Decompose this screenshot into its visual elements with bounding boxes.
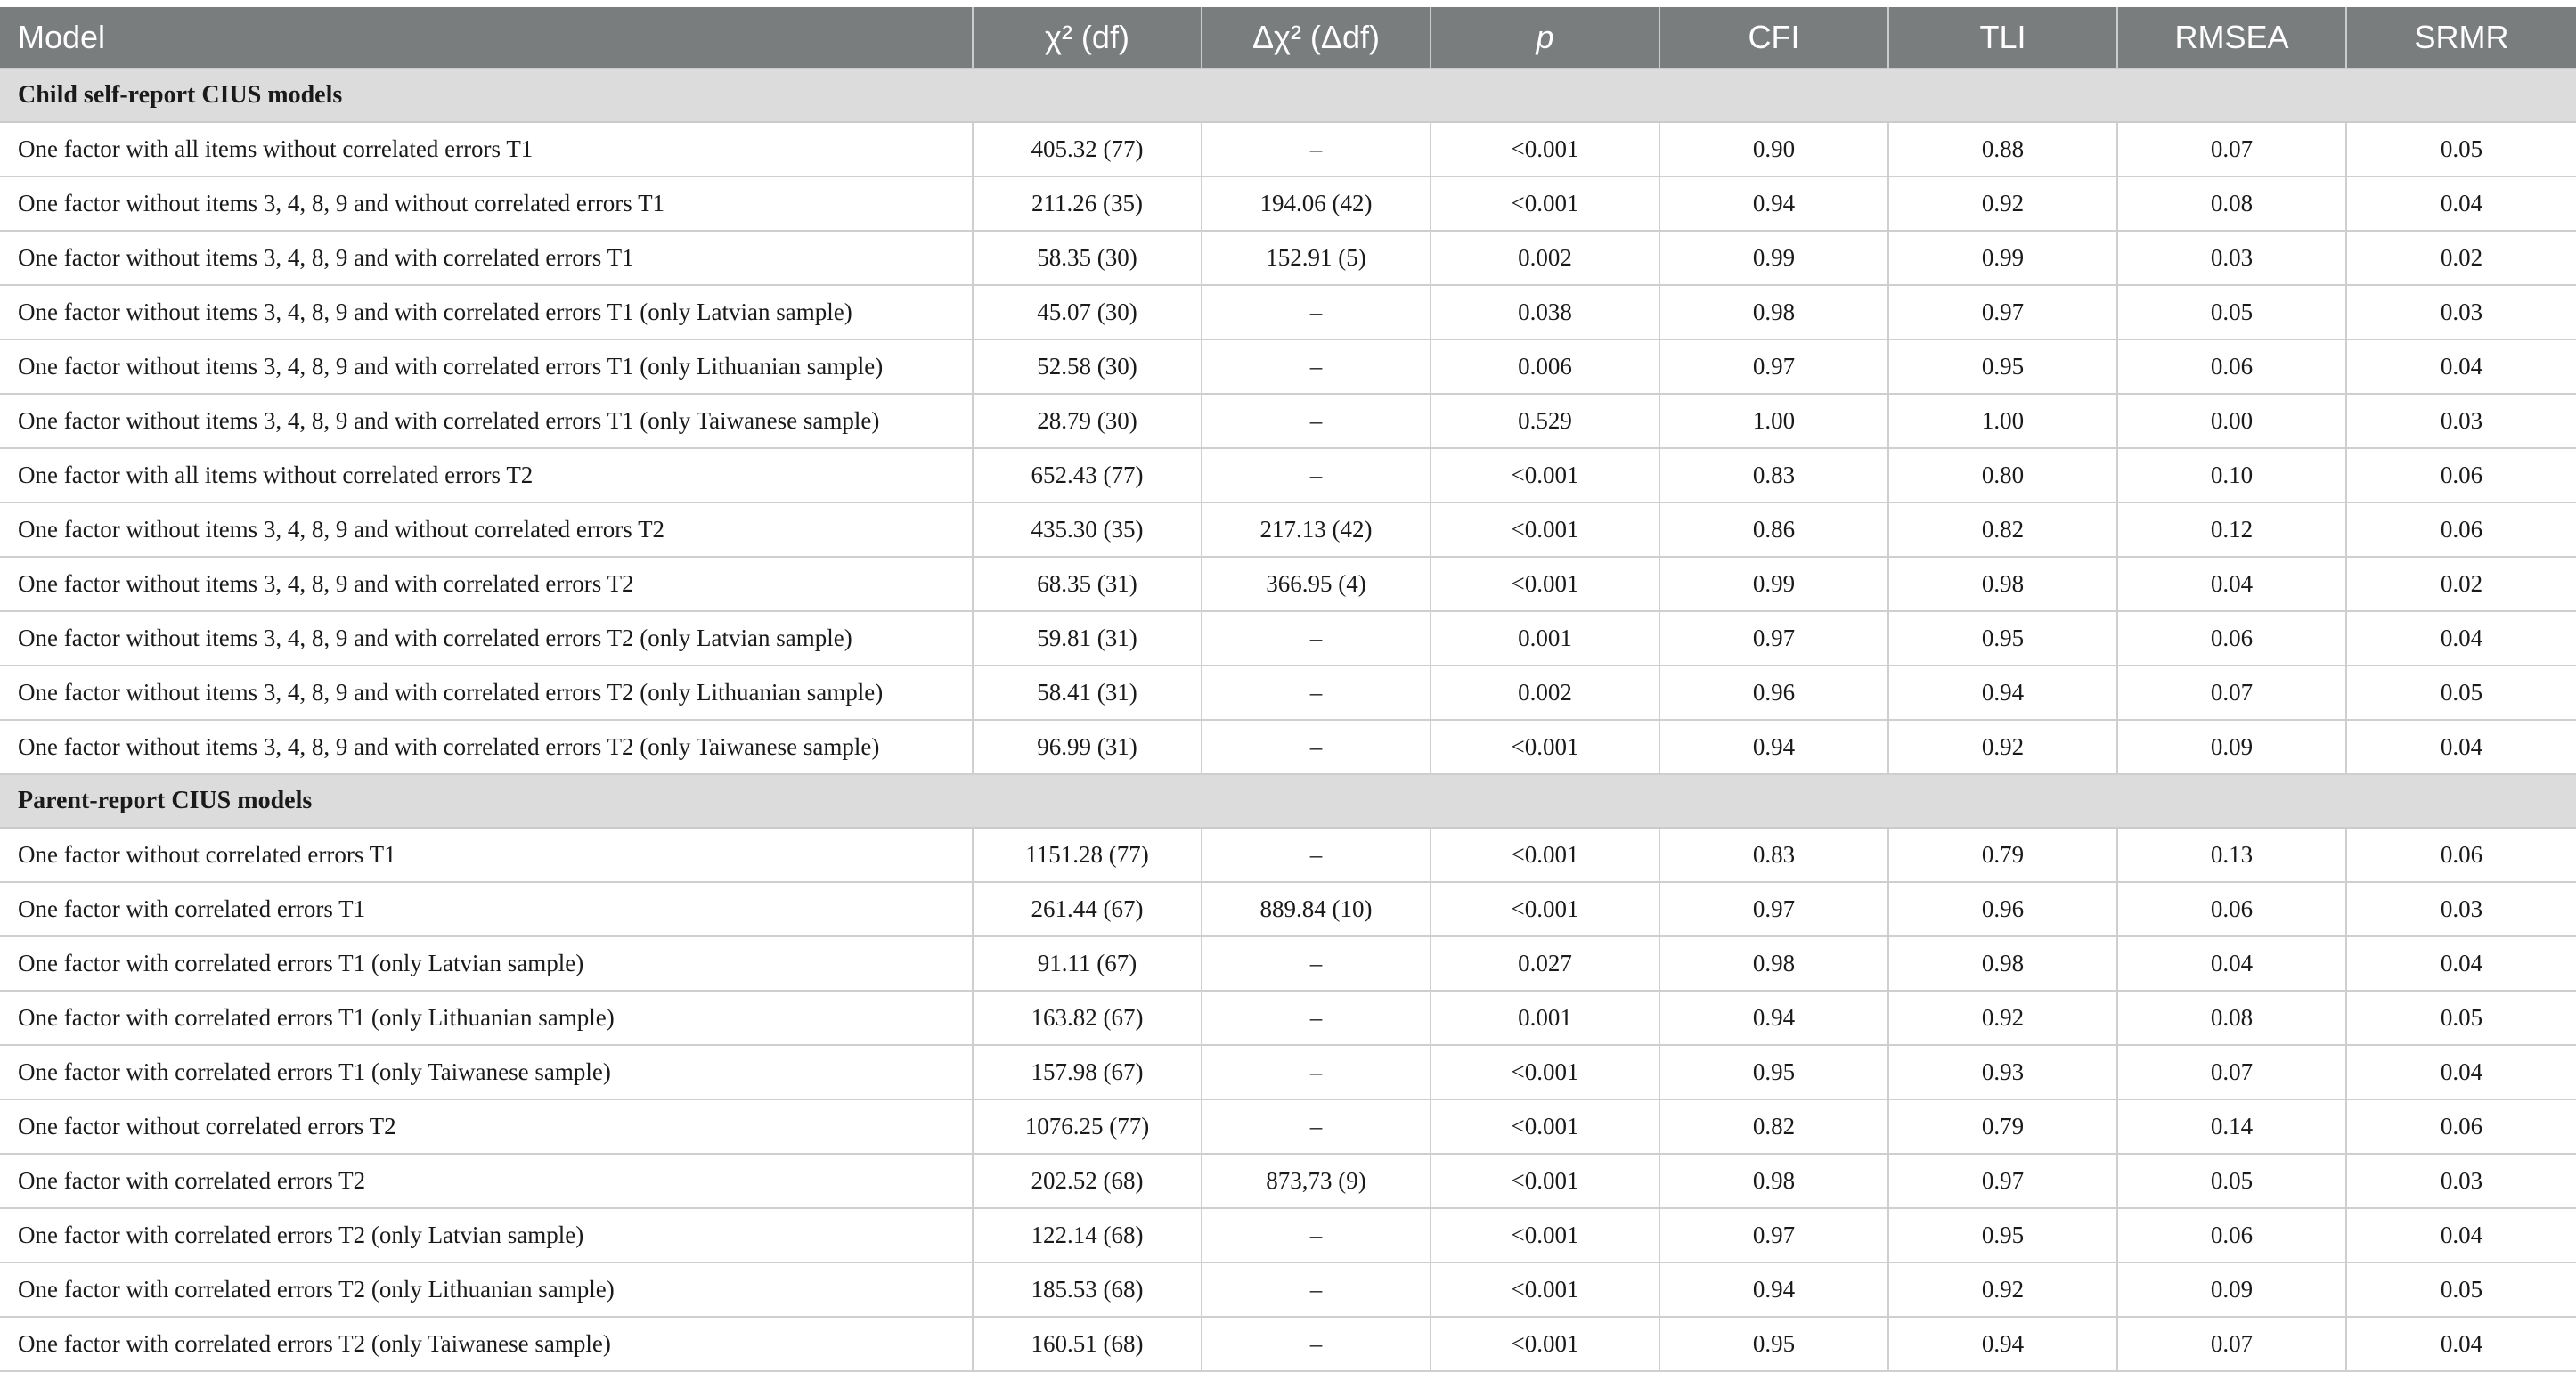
p-value-cell: 0.529 bbox=[1431, 394, 1659, 448]
srmr-cell: 0.04 bbox=[2346, 611, 2576, 666]
cfi-cell: 0.94 bbox=[1659, 720, 1888, 774]
srmr-cell: 0.06 bbox=[2346, 502, 2576, 557]
srmr-cell: 0.05 bbox=[2346, 666, 2576, 720]
table-body bbox=[0, 69, 2576, 1371]
table-row bbox=[0, 1099, 2576, 1154]
cfi-cell: 0.98 bbox=[1659, 285, 1888, 339]
model-name-cell: One factor without items 3, 4, 8, 9 and with correlated errors T2 (only Taiwanese sample) bbox=[0, 720, 973, 774]
cfi-cell: 0.94 bbox=[1659, 1262, 1888, 1317]
rmsea-cell: 0.13 bbox=[2117, 828, 2346, 882]
delta-chi-square-cell: – bbox=[1202, 394, 1431, 448]
cfi-cell: 0.95 bbox=[1659, 1317, 1888, 1371]
table-row bbox=[0, 122, 2576, 176]
cfi-cell: 0.97 bbox=[1659, 1208, 1888, 1262]
chi-square-cell: 185.53 (68) bbox=[973, 1262, 1202, 1317]
srmr-cell: 0.02 bbox=[2346, 231, 2576, 285]
model-name-cell: One factor with correlated errors T1 (only Lithuanian sample) bbox=[0, 991, 973, 1045]
delta-chi-square-cell: – bbox=[1202, 285, 1431, 339]
delta-chi-square-cell: 366.95 (4) bbox=[1202, 557, 1431, 611]
cfi-cell: 0.94 bbox=[1659, 176, 1888, 231]
srmr-cell: 0.04 bbox=[2346, 936, 2576, 991]
cfi-cell: 0.82 bbox=[1659, 1099, 1888, 1154]
chi-square-cell: 91.11 (67) bbox=[973, 936, 1202, 991]
cfi-cell: 0.96 bbox=[1659, 666, 1888, 720]
cfi-cell: 0.97 bbox=[1659, 339, 1888, 394]
model-name-cell: One factor without items 3, 4, 8, 9 and with correlated errors T1 (only Latvian sample) bbox=[0, 285, 973, 339]
table-row bbox=[0, 611, 2576, 666]
tli-cell: 0.98 bbox=[1888, 557, 2117, 611]
delta-chi-square-cell: – bbox=[1202, 666, 1431, 720]
p-value-cell: <0.001 bbox=[1431, 1154, 1659, 1208]
srmr-cell: 0.05 bbox=[2346, 1262, 2576, 1317]
model-name-cell: One factor with correlated errors T2 (only Lithuanian sample) bbox=[0, 1262, 973, 1317]
model-name-cell: One factor without items 3, 4, 8, 9 and with correlated errors T2 bbox=[0, 557, 973, 611]
chi-square-cell: 405.32 (77) bbox=[973, 122, 1202, 176]
cfi-cell: 0.86 bbox=[1659, 502, 1888, 557]
chi-square-cell: 652.43 (77) bbox=[973, 448, 1202, 502]
table-row bbox=[0, 828, 2576, 882]
p-value-cell: <0.001 bbox=[1431, 502, 1659, 557]
rmsea-cell: 0.08 bbox=[2117, 176, 2346, 231]
table-row bbox=[0, 502, 2576, 557]
p-value-cell: <0.001 bbox=[1431, 828, 1659, 882]
tli-cell: 0.97 bbox=[1888, 285, 2117, 339]
model-name-cell: One factor without items 3, 4, 8, 9 and with correlated errors T2 (only Lithuanian sample) bbox=[0, 666, 973, 720]
srmr-cell: 0.05 bbox=[2346, 122, 2576, 176]
table-row bbox=[0, 720, 2576, 774]
chi-square-cell: 59.81 (31) bbox=[973, 611, 1202, 666]
rmsea-cell: 0.14 bbox=[2117, 1099, 2346, 1154]
table-row bbox=[0, 176, 2576, 231]
rmsea-cell: 0.06 bbox=[2117, 1208, 2346, 1262]
header-chi-square: χ² (df) bbox=[973, 7, 1202, 69]
delta-chi-square-cell: – bbox=[1202, 339, 1431, 394]
model-name-cell: One factor without items 3, 4, 8, 9 and without correlated errors T2 bbox=[0, 502, 973, 557]
header-rmsea: RMSEA bbox=[2117, 7, 2346, 69]
chi-square-cell: 1151.28 (77) bbox=[973, 828, 1202, 882]
chi-square-cell: 435.30 (35) bbox=[973, 502, 1202, 557]
cfi-cell: 0.98 bbox=[1659, 1154, 1888, 1208]
delta-chi-square-cell: – bbox=[1202, 1099, 1431, 1154]
chi-square-cell: 122.14 (68) bbox=[973, 1208, 1202, 1262]
delta-chi-square-cell: – bbox=[1202, 1208, 1431, 1262]
chi-square-cell: 58.41 (31) bbox=[973, 666, 1202, 720]
rmsea-cell: 0.00 bbox=[2117, 394, 2346, 448]
table-header bbox=[0, 7, 2576, 69]
model-name-cell: One factor without items 3, 4, 8, 9 and with correlated errors T1 bbox=[0, 231, 973, 285]
table-row bbox=[0, 991, 2576, 1045]
header-cfi: CFI bbox=[1659, 7, 1888, 69]
srmr-cell: 0.04 bbox=[2346, 1045, 2576, 1099]
tli-cell: 0.92 bbox=[1888, 720, 2117, 774]
cfi-cell: 0.97 bbox=[1659, 611, 1888, 666]
model-name-cell: One factor without correlated errors T2 bbox=[0, 1099, 973, 1154]
p-value-cell: 0.027 bbox=[1431, 936, 1659, 991]
tli-cell: 0.92 bbox=[1888, 1262, 2117, 1317]
p-value-cell: 0.001 bbox=[1431, 991, 1659, 1045]
srmr-cell: 0.03 bbox=[2346, 1154, 2576, 1208]
delta-chi-square-cell: – bbox=[1202, 1262, 1431, 1317]
section-header-row bbox=[0, 69, 2576, 122]
table-row bbox=[0, 882, 2576, 936]
table-row bbox=[0, 339, 2576, 394]
cfi-cell: 1.00 bbox=[1659, 394, 1888, 448]
model-name-cell: One factor with correlated errors T1 bbox=[0, 882, 973, 936]
rmsea-cell: 0.07 bbox=[2117, 1045, 2346, 1099]
rmsea-cell: 0.09 bbox=[2117, 1262, 2346, 1317]
delta-chi-square-cell: 217.13 (42) bbox=[1202, 502, 1431, 557]
header-srmr: SRMR bbox=[2346, 7, 2576, 69]
rmsea-cell: 0.06 bbox=[2117, 882, 2346, 936]
rmsea-cell: 0.09 bbox=[2117, 720, 2346, 774]
model-name-cell: One factor with correlated errors T2 (only Taiwanese sample) bbox=[0, 1317, 973, 1371]
p-value-cell: <0.001 bbox=[1431, 882, 1659, 936]
tli-cell: 0.97 bbox=[1888, 1154, 2117, 1208]
rmsea-cell: 0.06 bbox=[2117, 339, 2346, 394]
tli-cell: 0.92 bbox=[1888, 176, 2117, 231]
delta-chi-square-cell: – bbox=[1202, 122, 1431, 176]
rmsea-cell: 0.07 bbox=[2117, 122, 2346, 176]
header-model: Model bbox=[0, 7, 973, 69]
model-name-cell: One factor without items 3, 4, 8, 9 and with correlated errors T1 (only Lithuanian sample) bbox=[0, 339, 973, 394]
model-name-cell: One factor without items 3, 4, 8, 9 and with correlated errors T2 (only Latvian sample) bbox=[0, 611, 973, 666]
tli-cell: 0.93 bbox=[1888, 1045, 2117, 1099]
tli-cell: 0.79 bbox=[1888, 1099, 2117, 1154]
delta-chi-square-cell: – bbox=[1202, 991, 1431, 1045]
p-value-cell: <0.001 bbox=[1431, 1099, 1659, 1154]
delta-chi-square-cell: – bbox=[1202, 720, 1431, 774]
delta-chi-square-cell: 152.91 (5) bbox=[1202, 231, 1431, 285]
delta-chi-square-cell: – bbox=[1202, 611, 1431, 666]
table-row bbox=[0, 231, 2576, 285]
srmr-cell: 0.04 bbox=[2346, 1317, 2576, 1371]
p-value-cell: <0.001 bbox=[1431, 1262, 1659, 1317]
rmsea-cell: 0.04 bbox=[2117, 936, 2346, 991]
cfi-cell: 0.95 bbox=[1659, 1045, 1888, 1099]
cfi-cell: 0.99 bbox=[1659, 557, 1888, 611]
chi-square-cell: 96.99 (31) bbox=[973, 720, 1202, 774]
model-name-cell: One factor with all items without correlated errors T1 bbox=[0, 122, 973, 176]
srmr-cell: 0.03 bbox=[2346, 882, 2576, 936]
p-value-cell: 0.038 bbox=[1431, 285, 1659, 339]
tli-cell: 0.99 bbox=[1888, 231, 2117, 285]
table-row bbox=[0, 1208, 2576, 1262]
model-fit-table bbox=[0, 7, 2576, 1372]
srmr-cell: 0.06 bbox=[2346, 828, 2576, 882]
p-value-cell: <0.001 bbox=[1431, 1208, 1659, 1262]
chi-square-cell: 45.07 (30) bbox=[973, 285, 1202, 339]
tli-cell: 0.95 bbox=[1888, 1208, 2117, 1262]
p-value-cell: <0.001 bbox=[1431, 1045, 1659, 1099]
table-row bbox=[0, 666, 2576, 720]
cfi-cell: 0.97 bbox=[1659, 882, 1888, 936]
chi-square-cell: 157.98 (67) bbox=[973, 1045, 1202, 1099]
cfi-cell: 0.99 bbox=[1659, 231, 1888, 285]
srmr-cell: 0.04 bbox=[2346, 176, 2576, 231]
model-name-cell: One factor without items 3, 4, 8, 9 and without correlated errors T1 bbox=[0, 176, 973, 231]
header-row bbox=[0, 7, 2576, 69]
rmsea-cell: 0.08 bbox=[2117, 991, 2346, 1045]
section-header-row bbox=[0, 774, 2576, 828]
section-title: Child self-report CIUS models bbox=[0, 69, 2576, 122]
srmr-cell: 0.02 bbox=[2346, 557, 2576, 611]
tli-cell: 0.98 bbox=[1888, 936, 2117, 991]
cfi-cell: 0.94 bbox=[1659, 991, 1888, 1045]
srmr-cell: 0.06 bbox=[2346, 448, 2576, 502]
srmr-cell: 0.04 bbox=[2346, 339, 2576, 394]
chi-square-cell: 52.58 (30) bbox=[973, 339, 1202, 394]
rmsea-cell: 0.12 bbox=[2117, 502, 2346, 557]
delta-chi-square-cell: 873,73 (9) bbox=[1202, 1154, 1431, 1208]
p-value-cell: 0.006 bbox=[1431, 339, 1659, 394]
header-p-value bbox=[1431, 7, 1659, 69]
cfi-cell: 0.90 bbox=[1659, 122, 1888, 176]
rmsea-cell: 0.07 bbox=[2117, 666, 2346, 720]
tli-cell: 0.92 bbox=[1888, 991, 2117, 1045]
delta-chi-square-cell: 889.84 (10) bbox=[1202, 882, 1431, 936]
rmsea-cell: 0.06 bbox=[2117, 611, 2346, 666]
p-value-cell: 0.002 bbox=[1431, 666, 1659, 720]
delta-chi-square-cell: – bbox=[1202, 1317, 1431, 1371]
table-row bbox=[0, 557, 2576, 611]
srmr-cell: 0.04 bbox=[2346, 720, 2576, 774]
table-row bbox=[0, 936, 2576, 991]
chi-square-cell: 261.44 (67) bbox=[973, 882, 1202, 936]
delta-chi-square-cell: – bbox=[1202, 936, 1431, 991]
delta-chi-square-cell: 194.06 (42) bbox=[1202, 176, 1431, 231]
chi-square-cell: 211.26 (35) bbox=[973, 176, 1202, 231]
model-name-cell: One factor without items 3, 4, 8, 9 and with correlated errors T1 (only Taiwanese sample) bbox=[0, 394, 973, 448]
tli-cell: 0.94 bbox=[1888, 1317, 2117, 1371]
chi-square-cell: 68.35 (31) bbox=[973, 557, 1202, 611]
tli-cell: 0.95 bbox=[1888, 339, 2117, 394]
chi-square-cell: 163.82 (67) bbox=[973, 991, 1202, 1045]
chi-square-cell: 160.51 (68) bbox=[973, 1317, 1202, 1371]
chi-square-cell: 58.35 (30) bbox=[973, 231, 1202, 285]
srmr-cell: 0.04 bbox=[2346, 1208, 2576, 1262]
tli-cell: 0.96 bbox=[1888, 882, 2117, 936]
chi-square-cell: 202.52 (68) bbox=[973, 1154, 1202, 1208]
p-value-cell: <0.001 bbox=[1431, 448, 1659, 502]
cfi-cell: 0.83 bbox=[1659, 448, 1888, 502]
model-name-cell: One factor with correlated errors T1 (only Latvian sample) bbox=[0, 936, 973, 991]
rmsea-cell: 0.05 bbox=[2117, 1154, 2346, 1208]
srmr-cell: 0.06 bbox=[2346, 1099, 2576, 1154]
table-row bbox=[0, 1317, 2576, 1371]
rmsea-cell: 0.03 bbox=[2117, 231, 2346, 285]
model-fit-table-container bbox=[0, 7, 2576, 1372]
srmr-cell: 0.03 bbox=[2346, 394, 2576, 448]
tli-cell: 0.82 bbox=[1888, 502, 2117, 557]
tli-cell: 0.79 bbox=[1888, 828, 2117, 882]
table-row bbox=[0, 394, 2576, 448]
rmsea-cell: 0.07 bbox=[2117, 1317, 2346, 1371]
cfi-cell: 0.83 bbox=[1659, 828, 1888, 882]
p-value-cell: <0.001 bbox=[1431, 122, 1659, 176]
header-tli: TLI bbox=[1888, 7, 2117, 69]
delta-chi-square-cell: – bbox=[1202, 448, 1431, 502]
p-value-cell: <0.001 bbox=[1431, 176, 1659, 231]
cfi-cell: 0.98 bbox=[1659, 936, 1888, 991]
p-value-cell: <0.001 bbox=[1431, 720, 1659, 774]
srmr-cell: 0.03 bbox=[2346, 285, 2576, 339]
tli-cell: 0.95 bbox=[1888, 611, 2117, 666]
tli-cell: 0.94 bbox=[1888, 666, 2117, 720]
table-row bbox=[0, 285, 2576, 339]
rmsea-cell: 0.05 bbox=[2117, 285, 2346, 339]
p-value-cell: <0.001 bbox=[1431, 1317, 1659, 1371]
model-name-cell: One factor without correlated errors T1 bbox=[0, 828, 973, 882]
model-name-cell: One factor with correlated errors T1 (only Taiwanese sample) bbox=[0, 1045, 973, 1099]
rmsea-cell: 0.04 bbox=[2117, 557, 2346, 611]
tli-cell: 0.80 bbox=[1888, 448, 2117, 502]
p-value-cell: 0.002 bbox=[1431, 231, 1659, 285]
tli-cell: 1.00 bbox=[1888, 394, 2117, 448]
table-row bbox=[0, 1262, 2576, 1317]
srmr-cell: 0.05 bbox=[2346, 991, 2576, 1045]
chi-square-cell: 1076.25 (77) bbox=[973, 1099, 1202, 1154]
model-name-cell: One factor with correlated errors T2 bbox=[0, 1154, 973, 1208]
rmsea-cell: 0.10 bbox=[2117, 448, 2346, 502]
header-delta-chi-square: Δχ² (Δdf) bbox=[1202, 7, 1431, 69]
p-value-cell: <0.001 bbox=[1431, 557, 1659, 611]
tli-cell: 0.88 bbox=[1888, 122, 2117, 176]
table-row bbox=[0, 1154, 2576, 1208]
table-row bbox=[0, 1045, 2576, 1099]
p-value-cell: 0.001 bbox=[1431, 611, 1659, 666]
section-title: Parent-report CIUS models bbox=[0, 774, 2576, 828]
header-p-label: p bbox=[1536, 19, 1554, 55]
table-row bbox=[0, 448, 2576, 502]
model-name-cell: One factor with correlated errors T2 (only Latvian sample) bbox=[0, 1208, 973, 1262]
delta-chi-square-cell: – bbox=[1202, 828, 1431, 882]
chi-square-cell: 28.79 (30) bbox=[973, 394, 1202, 448]
delta-chi-square-cell: – bbox=[1202, 1045, 1431, 1099]
model-name-cell: One factor with all items without correlated errors T2 bbox=[0, 448, 973, 502]
